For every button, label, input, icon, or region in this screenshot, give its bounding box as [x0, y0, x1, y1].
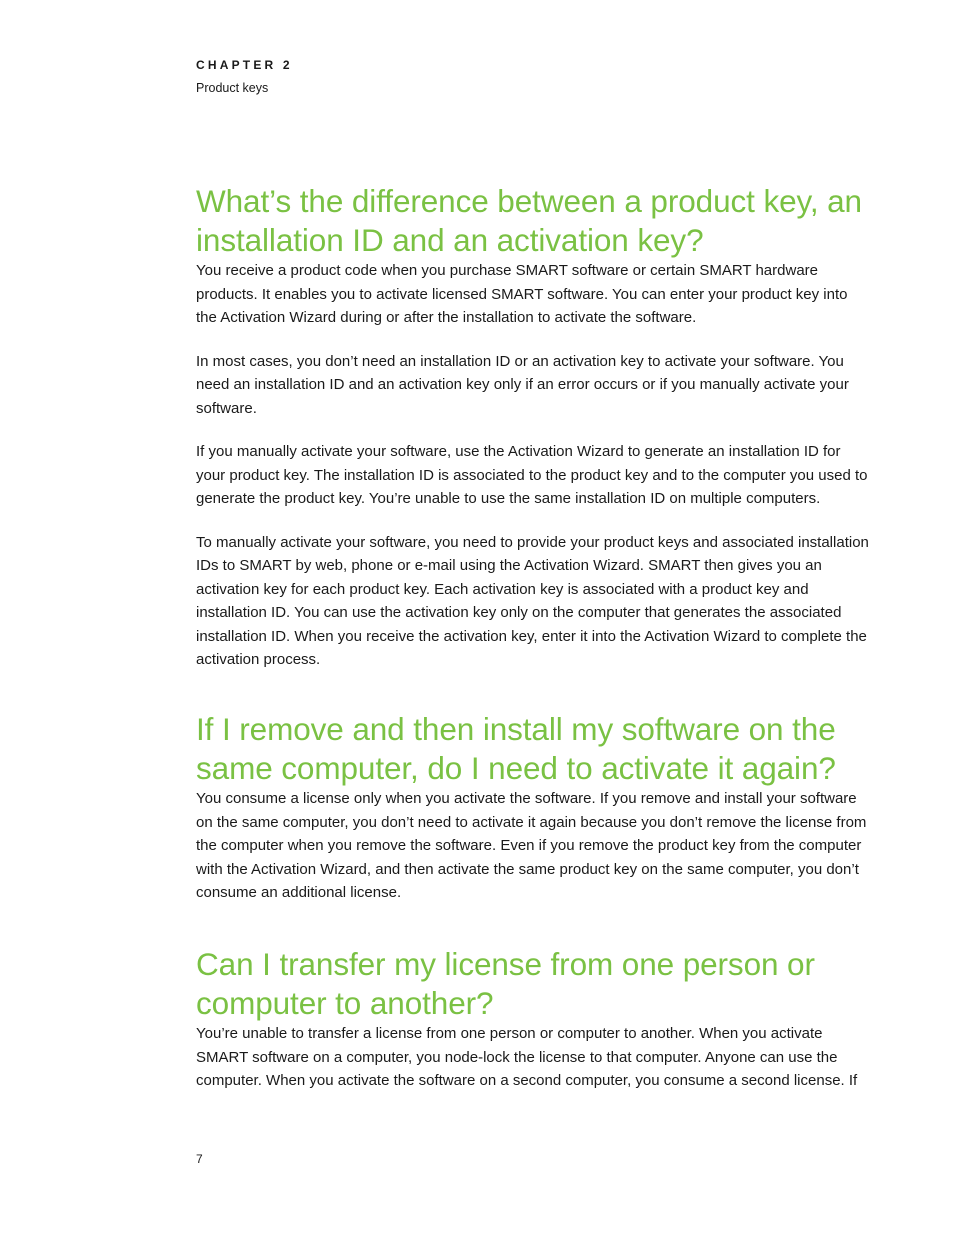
paragraph: You consume a license only when you activate the software. If you remove and install your software on the same computer, you don’t need to activate it again because you don’t remove the license from the computer when you remove the software. Even if you remove the product key from the computer with the Activation Wizard, and then activate the same product key on the same computer, you don’t consume an additional license. [196, 790, 867, 901]
section-heading: If I remove and then install my software on the same computer, do I need to activate it again? [196, 711, 836, 786]
section-product-key-difference [196, 182, 872, 692]
paragraph: You’re unable to transfer a license from one person or computer to another. When you activate SMART software on a computer, you node-lock the license to that computer. Anyone can use the computer. When you activate the software on a second computer, you consume a second license. If [196, 1025, 858, 1089]
paragraph: To manually activate your software, you need to provide your product keys and associated installation IDs to SMART by web, phone or e-mail using the Activation Wizard. SMART then gives you an activation key for each product key. Each activation key is associated with a product key and installation ID. You can use the activation key only on the computer that generates the associated installation ID. When you receive the activation key, enter it into the Activation Wizard to complete the activation process. [196, 533, 869, 668]
section-license-transfer [196, 945, 872, 1113]
chapter-title: Product keys [196, 81, 269, 95]
section-heading: What’s the difference between a product key, an installation ID and an activation key? [196, 183, 862, 258]
section-heading: Can I transfer my license from one person or computer to another? [196, 946, 815, 1021]
chapter-label: CHAPTER 2 [196, 58, 293, 72]
section-reinstall-activation [196, 710, 872, 925]
paragraph: You receive a product code when you purchase SMART software or certain SMART hardware products. It enables you to activate licensed SMART software. You can enter your product key into the Activation Wizard during or after the installation to activate the software. [196, 262, 848, 326]
paragraph: In most cases, you don’t need an installation ID or an activation key to activate your software. You need an installation ID and an activation key only if an error occurs or if you manually activate your software. [196, 352, 849, 417]
page-number: 7 [196, 1152, 203, 1166]
paragraph: If you manually activate your software, use the Activation Wizard to generate an installation ID for your product key. The installation ID is associated to the product key and to the computer you used to generate the product key. You’re unable to use the same installation ID on multiple computers. [196, 443, 868, 507]
